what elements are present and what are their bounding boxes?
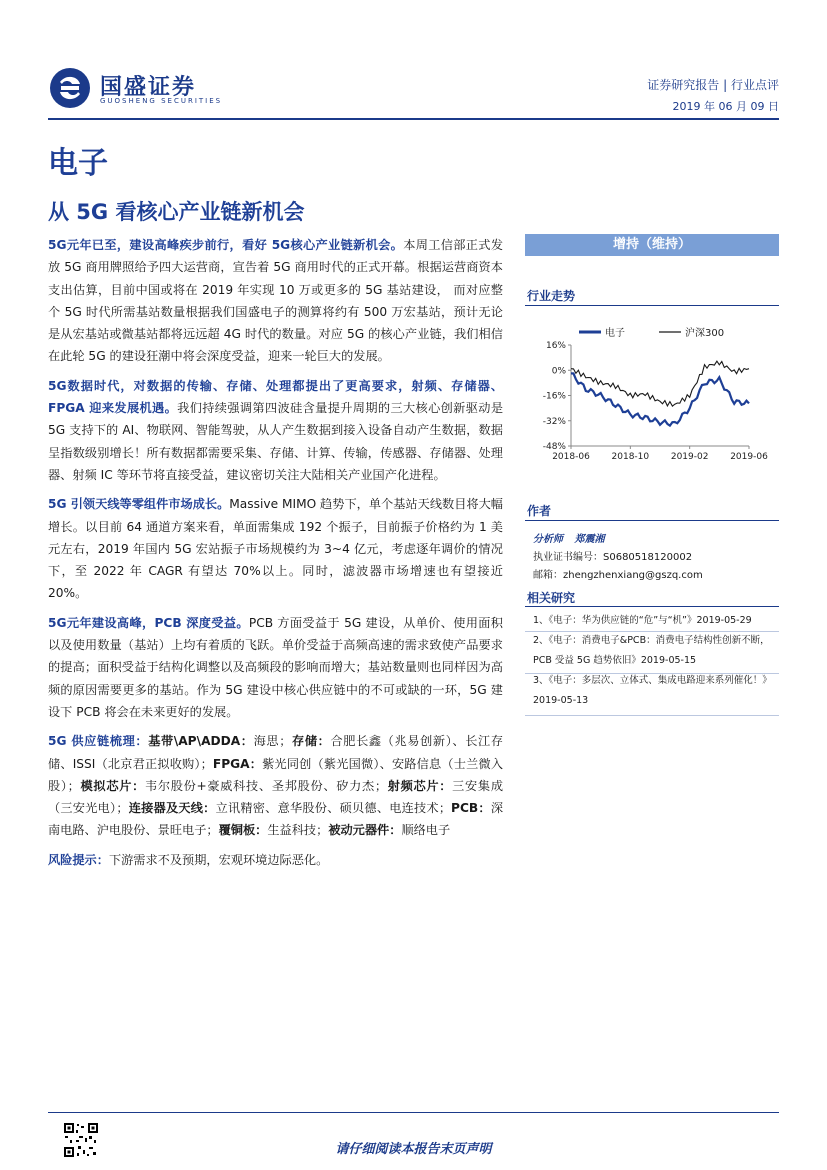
y-tick-label: -32% <box>542 416 566 427</box>
supply-chain-b4: 射频芯片： <box>387 778 453 793</box>
supply-chain-b7: 覆铜板： <box>218 823 268 838</box>
author-heading: 作者 <box>527 504 552 518</box>
report-type <box>647 76 779 93</box>
paragraph-2 <box>48 375 503 486</box>
paragraph-4-text: PCB 方面受益于 5G 建设，从单价、使用面积以及使用数量（基站）上均有着质的飞跃。单价受益于高频高速的需求致使产品要求的提高；面积受益于结构化调整以及高频段的影响而增大；基站数量则也同样因为高频的原因需要更多的基站。作为 5G 建设中核心供应链中的不可或缺的一环，5G 建设下 PCB 将会在未来更好的发展。 <box>48 615 503 719</box>
legend-label: 电子 <box>605 328 625 339</box>
risk-lead: 风险提示： <box>48 852 109 867</box>
paragraph-5 <box>48 730 503 841</box>
related-separator <box>525 631 779 632</box>
supply-chain-b6: PCB： <box>451 801 491 816</box>
supply-chain-b1: 存储： <box>291 734 331 749</box>
paragraph-1 <box>48 234 503 368</box>
related-item[interactable]: 3、《电子：多层次、立体式、集成电路迎来系列催化！》2019-05-13 <box>533 675 772 706</box>
related-research-list <box>533 611 781 711</box>
supply-chain-t1: 合肥长鑫（兆易创新）、长江存储、ISSI（北京君正拟收购）； <box>48 734 504 771</box>
sector-title: 电子 <box>48 146 108 181</box>
analyst-line <box>533 530 604 545</box>
rating-badge: 增持（维持） <box>525 234 779 256</box>
analyst-label: 分析师 <box>533 534 563 545</box>
report-title: 从 5G 看核心产业链新机会 <box>48 200 305 224</box>
y-tick-label: 0% <box>551 366 566 377</box>
report-body <box>48 234 503 878</box>
paragraph-1-text: 本周工信部正式发放 5G 商用牌照给予四大运营商，宣告着 5G 商用时代的正式开幕。根据运营商资本支出估算，目前中国或将在 2019 年实现 10 万或更多的 5G 基站建设， 而对应整个 5G 时代所需基站数量根据我们国盛电子的测算将约有 500 万宏基站，预计无论是从宏基站或微基站都将远远超 4G 时代的数量。对应 5G 的核心产业链，我们相信在此轮 5G 的建设狂潮中将会深度受益，迎来一轮巨大的发展。 <box>48 238 504 364</box>
logo-english: GUOSHENG SECURITIES <box>100 97 223 105</box>
logo-mark-icon <box>48 66 92 110</box>
author-heading-rule <box>525 520 779 521</box>
cert-label: 执业证书编号： <box>533 552 603 563</box>
y-tick-label: -48% <box>542 442 566 452</box>
related-heading-rule <box>525 606 779 607</box>
chart-y-ticks <box>543 341 571 452</box>
series-line-electronics <box>571 373 749 425</box>
paragraph-2-lead: 5G数据时代，对数据的传输、存储、处理都提出了更高要求，射频、存储器、FPGA 迎来发展机遇。 <box>48 378 503 416</box>
paragraph-4-lead: 5G元年建设高峰，PCB 深度受益。 <box>48 615 249 630</box>
y-tick-label: 16% <box>545 341 566 351</box>
report-type-separator: | <box>723 78 728 92</box>
paragraph-6 <box>48 849 503 871</box>
supply-chain-b5: 连接器及天线： <box>128 801 216 816</box>
report-date: 2019 年 06 月 09 日 <box>672 100 779 113</box>
x-tick-label: 2018-06 <box>552 452 590 462</box>
supply-chain-b2: FPGA： <box>212 756 263 771</box>
supply-chain-t2: 紫光同创（紫光国微）、安路信息（士兰微入股）； <box>48 756 504 793</box>
paragraph-4 <box>48 612 503 723</box>
cert-number: S0680518120002 <box>603 552 693 563</box>
footer-divider <box>48 1112 779 1113</box>
supply-chain-b3: 模拟芯片： <box>79 778 145 793</box>
supply-chain-t8: 顺络电子 <box>401 823 451 838</box>
email-address[interactable]: zhengzhenxiang@gszq.com <box>563 570 703 581</box>
supply-chain-t5: 立讯精密、意华股份、硕贝德、电连技术； <box>215 801 452 816</box>
supply-chain-t3: 韦尔股份+豪威科技、圣邦股份、矽力杰； <box>144 778 388 793</box>
logo-text: 国盛证券 <box>100 74 197 100</box>
paragraph-3 <box>48 493 503 604</box>
supply-chain-t6: 深南电路、沪电股份、景旺电子； <box>48 801 504 838</box>
y-tick-label: -16% <box>542 391 566 402</box>
supply-chain-t7: 生益科技； <box>267 823 329 838</box>
cert-line <box>533 548 692 563</box>
analyst-name: 郑震湘 <box>574 534 605 545</box>
supply-chain-b8: 被动元器件： <box>328 823 402 838</box>
industry-trend-chart <box>527 318 779 468</box>
email-label: 邮箱： <box>533 570 563 581</box>
supply-chain-t4: 三安集成（三安光电）； <box>48 778 504 816</box>
chart-series <box>571 361 749 426</box>
trend-heading: 行业走势 <box>527 289 576 303</box>
chart-x-ticks <box>552 446 768 462</box>
related-heading: 相关研究 <box>527 591 576 605</box>
email-line <box>533 566 703 581</box>
paragraph-1-lead: 5G元年已至，建设高峰疾步前行，看好 5G核心产业链新机会。 <box>48 238 404 252</box>
related-separator <box>525 673 779 674</box>
report-type-label: 证券研究报告 <box>647 78 720 92</box>
paragraph-3-lead: 5G 引领天线等零组件市场成长。 <box>48 497 230 512</box>
risk-text: 下游需求不及预期，宏观环境边际恶化。 <box>108 852 329 867</box>
paragraph-5-lead: 5G 供应链梳理： <box>48 734 149 749</box>
footer-disclaimer: 请仔细阅读本报告末页声明 <box>335 1142 492 1157</box>
chart-legend <box>579 326 724 339</box>
report-category: 行业点评 <box>730 78 779 92</box>
related-item[interactable]: 1、《电子：华为供应链的“危”与“机”》2019-05-29 <box>533 615 752 626</box>
related-item[interactable]: 2、《电子：消费电子&PCB：消费电子结构性创新不断，PCB 受益 5G 趋势依旧》2019-05-15 <box>533 635 770 666</box>
legend-label: 沪深300 <box>685 328 725 339</box>
x-tick-label: 2018-10 <box>611 452 650 462</box>
supply-chain-t0: 海思； <box>253 734 292 749</box>
header-divider <box>48 118 779 120</box>
x-tick-label: 2019-02 <box>670 452 709 462</box>
paragraph-2-text: 我们持续强调第四波硅含量提升周期的三大核心创新驱动是 5G 支持下的 AI、物联网、智能驾驶，从人产生数据到接入设备自动产生数据，数据呈指数级别增长！所有数据都需要采集、存储、计算、传输，传感器、存储器、处理器、射频 IC 等环节将直接受益，建议密切关注大陆相关产业国产化进程。 <box>48 401 504 482</box>
x-tick-label: 2019-06 <box>730 452 768 462</box>
supply-chain-b0: 基带\AP\ADDA： <box>148 734 254 749</box>
trend-heading-rule <box>525 305 779 306</box>
related-separator <box>525 715 779 716</box>
paragraph-3-text: Massive MIMO 趋势下，单个基站天线数目将大幅增长。以目前 64 通道方案来看，单面需集成 192 个振子，目前振子价格约为 1 美元左右，2019 年国内 5G 宏站振子市场规模约为 3~4 亿元，考虑逐年调价的情况下，至 2022 年 CAGR 有望达 70%以上。同时，滤波器市场增速也有望接近 20%。 <box>48 497 503 601</box>
